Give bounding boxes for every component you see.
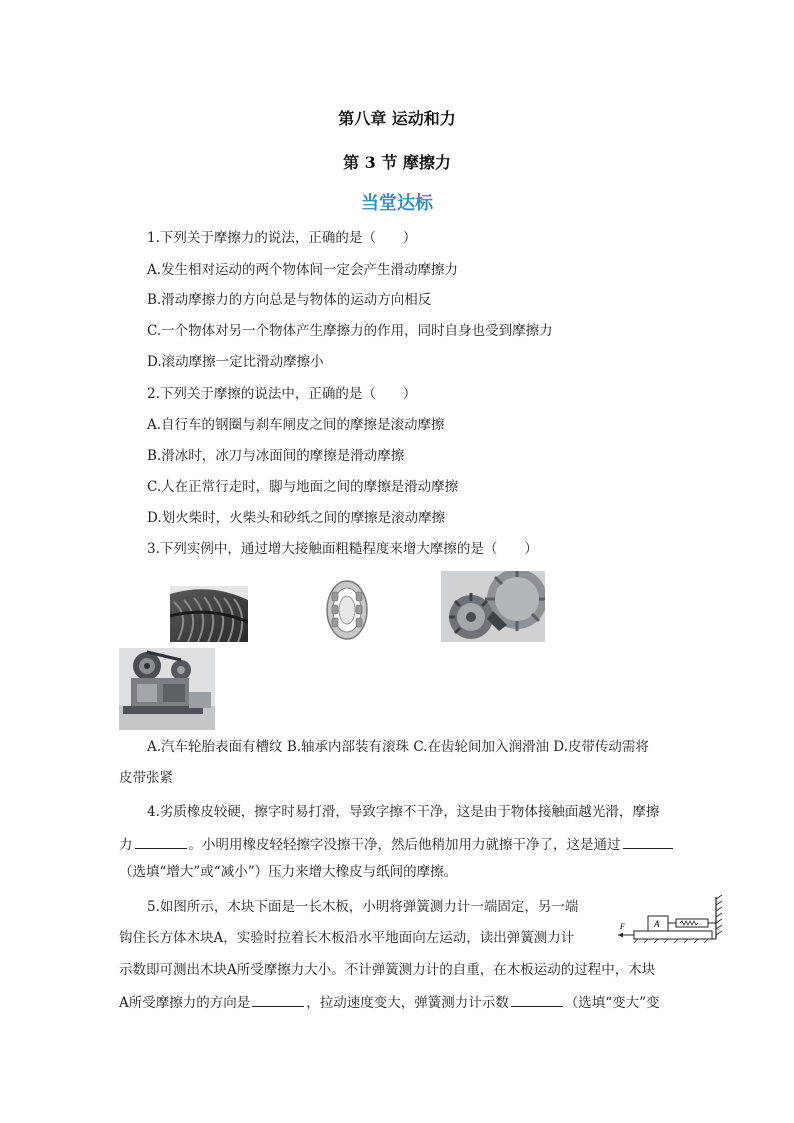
- q4-blank-1[interactable]: [135, 834, 187, 849]
- q4-text-a: 力: [119, 837, 133, 853]
- q2-option-b: B.滑冰时，冰刀与冰面间的摩擦是滑动摩擦: [147, 448, 405, 464]
- q4-line-2: [119, 834, 675, 854]
- q4-line-3: （选填“增大”或“减小”）压力来增大橡皮与纸间的摩擦。: [119, 864, 458, 880]
- friction-experiment-figure: [614, 893, 726, 943]
- q2-option-c: C.人在正常行走时，脚与地面之间的摩擦是滑动摩擦: [147, 479, 459, 495]
- q5-text-c: （选填“变大”变: [564, 995, 660, 1011]
- block-label-a: A: [654, 919, 660, 929]
- q2-option-d: D.划火柴时，火柴头和砂纸之间的摩擦是滚动摩擦: [147, 510, 446, 526]
- q5-blank-1[interactable]: [252, 992, 304, 1007]
- q1-option-a: A.发生相对运动的两个物体间一定会产生滑动摩擦力: [147, 262, 459, 278]
- q4-line-1: 4.劣质橡皮较硬，擦字时易打滑，导致字擦不干净，这是由于物体接触面越光滑，摩擦: [147, 804, 660, 820]
- q2-stem: 2.下列关于摩擦的说法中，正确的是（ ）: [147, 386, 417, 402]
- q1-option-d: D.滚动摩擦一定比滑动摩擦小: [147, 354, 324, 370]
- ball-bearing-image: [318, 578, 376, 642]
- q5-line-4: [119, 992, 660, 1012]
- q3-stem: 3.下列实例中，通过增大接触面粗糙程度来增大摩擦的是（ ）: [147, 541, 538, 557]
- q3-options: A.汽车轮胎表面有槽纹 B.轴承内部装有滚珠 C.在齿轮间加入润滑油 D.皮带传动需将: [147, 739, 649, 755]
- section-title: 第 3 节 摩擦力: [343, 153, 451, 172]
- q5-line-1: 5.如图所示，木块下面是一长木板，小明将弹簧测力计一端固定，另一端: [147, 899, 579, 915]
- q5-text-a: A所受摩擦力的方向是: [119, 995, 251, 1011]
- q5-line-2: 钩住长方体木块A，实验时拉着长木板沿水平地面向左运动，读出弹簧测力计: [119, 930, 575, 946]
- q5-blank-2[interactable]: [511, 992, 563, 1007]
- gear-lubrication-image: [441, 571, 545, 642]
- chapter-title: 第八章 运动和力: [338, 109, 456, 128]
- q5-text-b: ，拉动速度变大，弹簧测力计示数: [306, 995, 509, 1011]
- practice-heading: 当堂达标: [361, 193, 433, 214]
- q4-blank-2[interactable]: [623, 834, 673, 849]
- tire-tread-image: [170, 586, 248, 642]
- q4-text-b: 。小明用橡皮轻轻擦字没擦干净，然后他稍加用力就擦干净了，这是通过: [188, 837, 621, 853]
- q1-option-c: C.一个物体对另一个物体产生摩擦力的作用，同时自身也受到摩擦力: [147, 323, 553, 339]
- force-label-f: F: [620, 922, 625, 931]
- q1-option-b: B.滑动摩擦力的方向总是与物体的运动方向相反: [147, 292, 432, 308]
- q5-line-3: 示数即可测出木块A所受摩擦力大小。不计弹簧测力计的自重，在木板运动的过程中，木块: [119, 962, 656, 978]
- q1-stem: 1.下列关于摩擦力的说法，正确的是（ ）: [147, 230, 417, 246]
- belt-drive-image: [119, 648, 215, 730]
- q3-options-continued: 皮带张紧: [119, 770, 173, 786]
- q2-option-a: A.自行车的钢圈与刹车闸皮之间的摩擦是滚动摩擦: [147, 417, 445, 433]
